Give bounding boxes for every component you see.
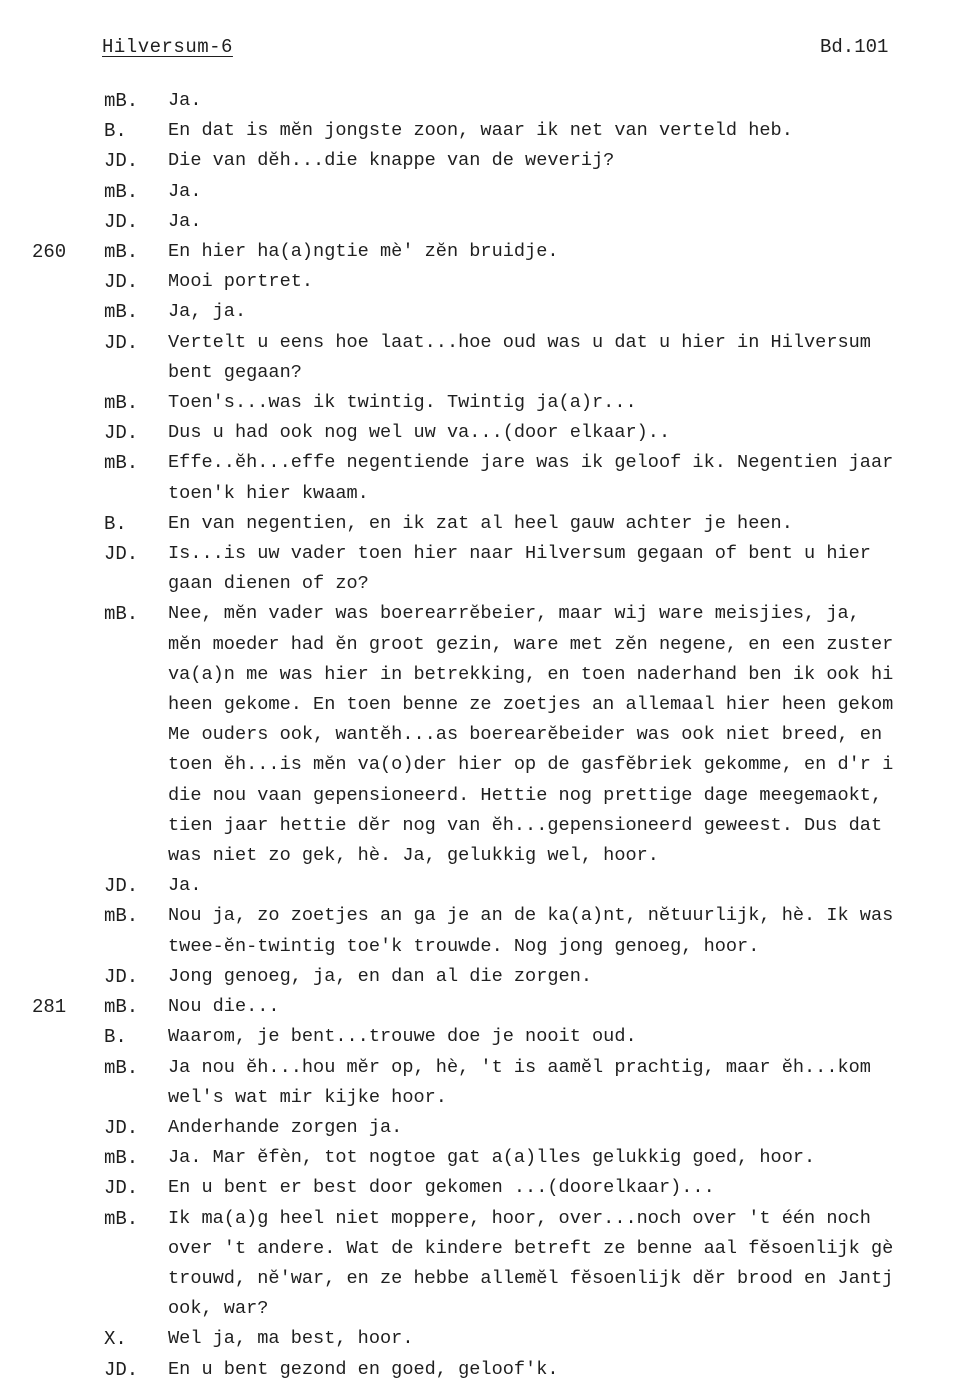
transcript-entry xyxy=(0,328,973,388)
line-number: 260 xyxy=(32,241,67,264)
utterance-line: Ja. Mar ĕfèn, tot nogtoe gat a(a)lles gelukkig goed, hoor. xyxy=(168,1147,816,1169)
utterance-line: Vertelt u eens hoe laat...hoe oud was u dat u hier in Hilversum xyxy=(168,331,871,353)
speaker-label: JD. xyxy=(104,150,139,173)
transcript-entry xyxy=(0,418,973,448)
utterance-line: heen gekome. En toen benne ze zoetjes an allemaal hier heen gekom xyxy=(168,694,894,716)
utterance-line: Nou die... xyxy=(168,996,280,1018)
speaker-label: B. xyxy=(104,120,127,143)
transcript-entry xyxy=(0,509,973,539)
utterance-line: mĕn moeder had ĕn groot gezin, ware met zĕn negene, en een zuster xyxy=(168,633,894,655)
transcript-entry xyxy=(0,267,973,297)
utterance-line: Nou ja, zo zoetjes an ga je an de ka(a)nt, nĕtuurlijk, hè. Ik was xyxy=(168,905,894,927)
utterance-line: tien jaar hettie dĕr nog van ĕh...gepensioneerd geweest. Dus dat xyxy=(168,814,883,836)
transcript-entry xyxy=(0,599,973,871)
speaker-label: mB. xyxy=(104,603,139,626)
utterance-line: twee-ĕn-twintig toe'k trouwde. Nog jong genoeg, hoor. xyxy=(168,935,760,957)
speaker-label: mB. xyxy=(104,1056,139,1079)
utterance-line: Is...is uw vader toen hier naar Hilversum gegaan of bent u hier xyxy=(168,543,871,565)
utterance-line: En u bent er best door gekomen ...(doorelkaar)... xyxy=(168,1177,715,1199)
speaker-label: mB. xyxy=(104,241,139,264)
speaker-label: JD. xyxy=(104,331,139,354)
utterance-line: toen ĕh...is mĕn va(o)der hier op de gasfĕbriek gekomme, en d'r i xyxy=(168,754,894,776)
transcript-entry xyxy=(0,207,973,237)
utterance-line: En hier ha(a)ngtie mè' zĕn bruidje. xyxy=(168,241,559,263)
utterance-line: Wel ja, ma best, hoor. xyxy=(168,1328,414,1350)
utterance-line: En dat is mĕn jongste zoon, waar ik net van verteld heb. xyxy=(168,120,793,142)
utterance-line: Waarom, je bent...trouwe doe je nooit oud. xyxy=(168,1026,637,1048)
utterance-line: Ja nou ĕh...hou mĕr op, hè, 't is aamĕl prachtig, maar ĕh...kom xyxy=(168,1056,871,1078)
line-number: 281 xyxy=(32,996,67,1019)
speaker-label: JD. xyxy=(104,1116,139,1139)
speaker-label: JD. xyxy=(104,271,139,294)
utterance-line: Jong genoeg, ja, en dan al die zorgen. xyxy=(168,965,593,987)
speaker-label: mB. xyxy=(104,180,139,203)
speaker-label: B. xyxy=(104,512,127,535)
transcript-entry xyxy=(0,146,973,176)
utterance-line: ook, war? xyxy=(168,1298,269,1320)
speaker-label: X. xyxy=(104,1328,127,1351)
transcript-entry xyxy=(0,962,973,992)
speaker-label: mB. xyxy=(104,392,139,415)
transcript xyxy=(0,86,973,1385)
transcript-entry xyxy=(0,297,973,327)
transcript-entry xyxy=(0,871,973,901)
transcript-entry xyxy=(0,177,973,207)
speaker-label: JD. xyxy=(104,422,139,445)
speaker-label: mB. xyxy=(104,1207,139,1230)
utterance-line: Effe..ĕh...effe negentiende jare was ik geloof ik. Negentien jaar xyxy=(168,452,894,474)
transcript-entry xyxy=(0,1324,973,1354)
transcript-entry xyxy=(0,448,973,508)
utterance-line: Anderhande zorgen ja. xyxy=(168,1116,403,1138)
transcript-entry xyxy=(0,1173,973,1203)
utterance-line: over 't andere. Wat de kindere betreft ze benne aal fĕsoenlijk gè xyxy=(168,1237,894,1259)
utterance-line: Mooi portret. xyxy=(168,271,314,293)
utterance-line: va(a)n me was hier in betrekking, en toen naderhand ben ik ook hi xyxy=(168,663,894,685)
transcript-entry xyxy=(0,116,973,146)
utterance-line: En u bent gezond en goed, geloof'k. xyxy=(168,1358,559,1380)
utterance-line: die nou vaan gepensioneerd. Hettie nog prettige dage meegemaokt, xyxy=(168,784,883,806)
utterance-line: toen'k hier kwaam. xyxy=(168,482,369,504)
transcript-entry xyxy=(0,1113,973,1143)
speaker-label: mB. xyxy=(104,1147,139,1170)
utterance-line: Nee, mĕn vader was boerearrĕbeier, maar wij ware meisjies, ja, xyxy=(168,603,860,625)
transcript-entry xyxy=(0,1053,973,1113)
transcript-entry xyxy=(0,1355,973,1385)
speaker-label: mB. xyxy=(104,905,139,928)
utterance-line: Dus u had ook nog wel uw va...(door elkaar).. xyxy=(168,422,671,444)
utterance-line: Ja. xyxy=(168,875,202,897)
transcript-entry xyxy=(0,86,973,116)
speaker-label: B. xyxy=(104,1026,127,1049)
transcript-entry xyxy=(0,1204,973,1325)
transcript-entry xyxy=(0,1143,973,1173)
utterance-line: Ja, ja. xyxy=(168,301,247,323)
document-title: Hilversum-6 xyxy=(102,36,233,58)
utterance-line: Ja. xyxy=(168,90,202,111)
page-number: Bd.101 xyxy=(820,36,889,58)
transcript-entry xyxy=(0,992,973,1022)
speaker-label: mB. xyxy=(104,90,139,112)
utterance-line: wel's wat mir kijke hoor. xyxy=(168,1086,447,1108)
transcript-entry xyxy=(0,901,973,961)
transcript-entry xyxy=(0,1022,973,1052)
speaker-label: JD. xyxy=(104,875,139,898)
speaker-label: JD. xyxy=(104,543,139,566)
utterance-line: Me ouders ook, wantĕh...as boerearĕbeider was ook niet breed, en xyxy=(168,724,883,746)
speaker-label: JD. xyxy=(104,965,139,988)
utterance-line: Ja. xyxy=(168,180,202,202)
transcript-entry xyxy=(0,237,973,267)
utterance-line: Die van dĕh...die knappe van de weverij? xyxy=(168,150,615,172)
utterance-line: bent gegaan? xyxy=(168,361,302,383)
speaker-label: JD. xyxy=(104,1177,139,1200)
speaker-label: JD. xyxy=(104,1358,139,1381)
utterance-line: Ja. xyxy=(168,210,202,232)
transcript-entry xyxy=(0,539,973,599)
utterance-line: was niet zo gek, hè. Ja, gelukkig wel, hoor. xyxy=(168,845,659,867)
speaker-label: mB. xyxy=(104,301,139,324)
speaker-label: JD. xyxy=(104,210,139,233)
utterance-line: trouwd, nĕ'war, en ze hebbe allemĕl fĕsoenlijk dĕr brood en Jantj xyxy=(168,1267,894,1289)
utterance-line: gaan dienen of zo? xyxy=(168,573,369,595)
utterance-line: Ik ma(a)g heel niet moppere, hoor, over...noch over 't één noch xyxy=(168,1207,871,1229)
transcript-entry xyxy=(0,388,973,418)
utterance-line: En van negentien, en ik zat al heel gauw achter je heen. xyxy=(168,512,793,534)
utterance-line: Toen's...was ik twintig. Twintig ja(a)r... xyxy=(168,392,637,414)
speaker-label: mB. xyxy=(104,452,139,475)
speaker-label: mB. xyxy=(104,996,139,1019)
